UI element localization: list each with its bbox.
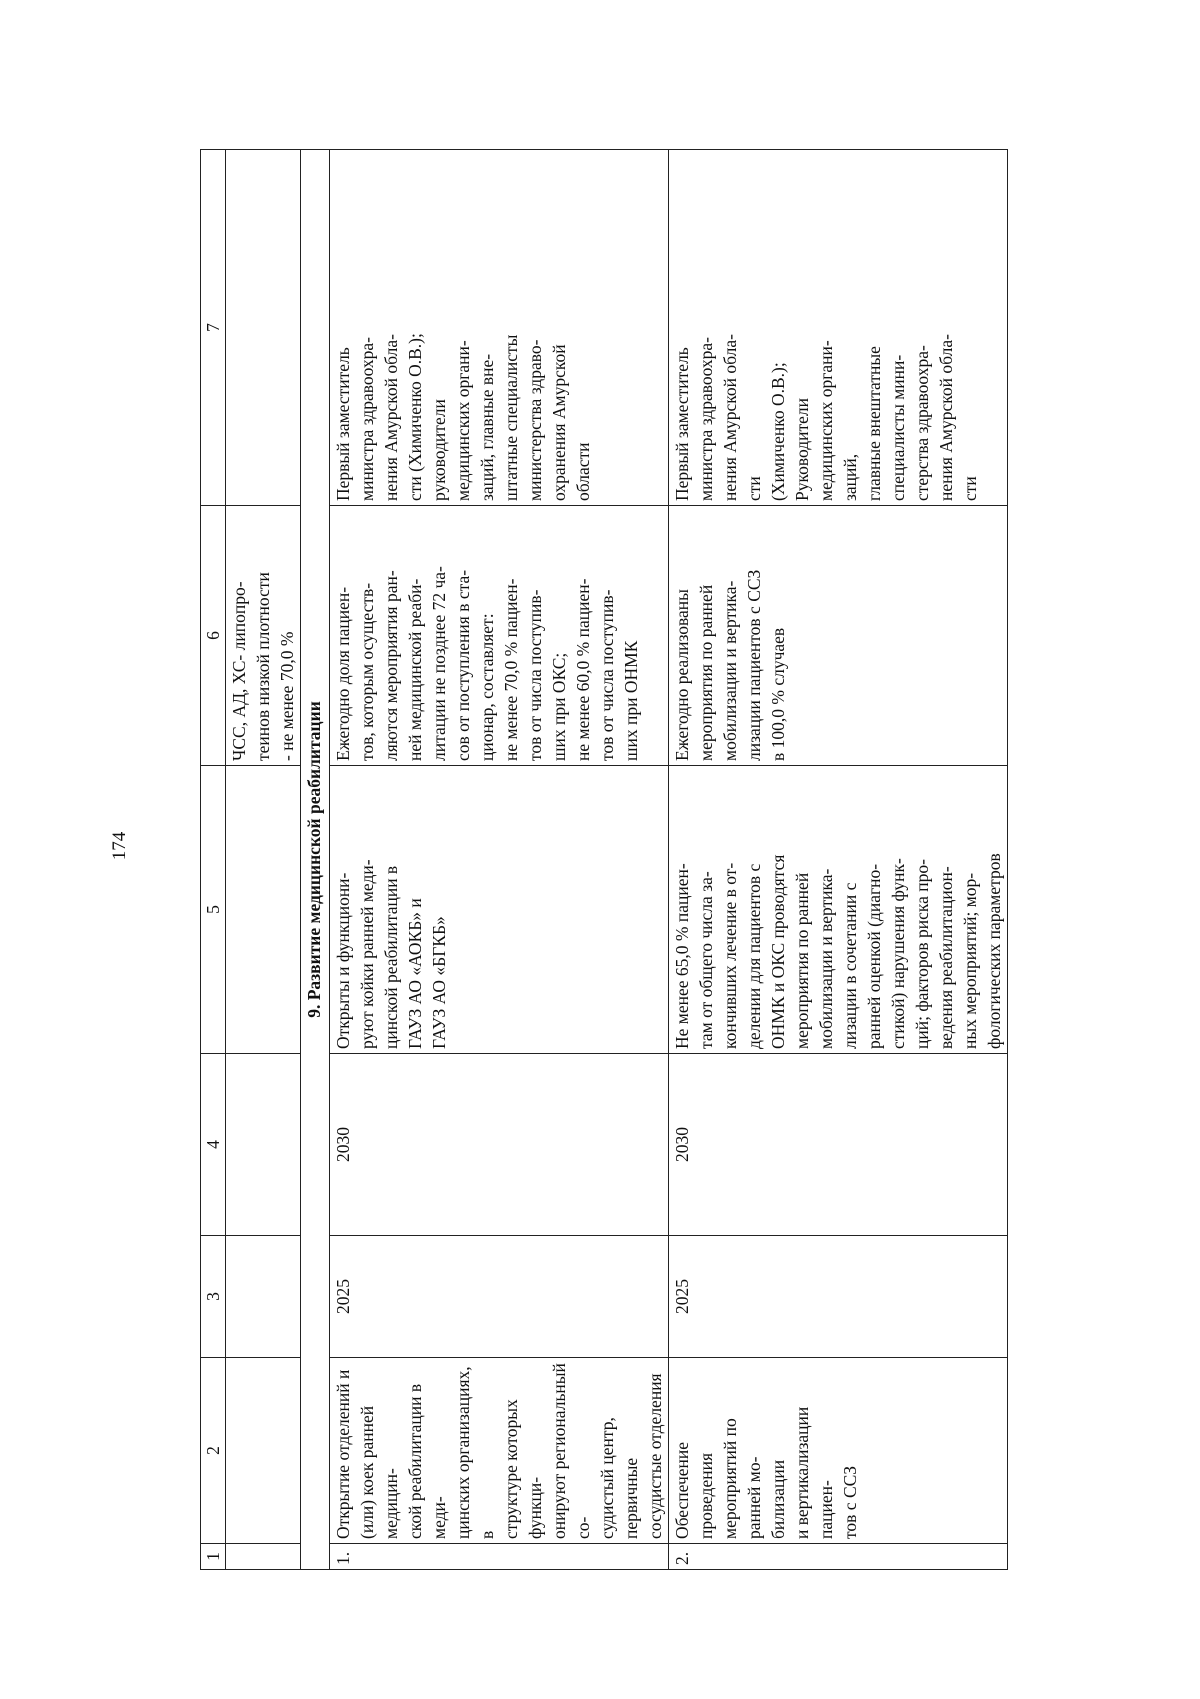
indicator-cell: Ежегодно реализованы мероприятия по ранней мобилизации и вертика- лизации пациентов с ССЗ в 100,0 % случаев [669, 506, 1008, 766]
table-cell [226, 150, 301, 506]
event-cell: Открытие отделений и (или) коек ранней медицин- ской реабилитации в меди- цинских организациях, в структуре которых функци- онируют региональный со- судистый центр, первичные сосудистые отделения [330, 1358, 669, 1544]
end-year-cell: 2030 [330, 1054, 669, 1236]
header-cell: 3 [201, 1236, 226, 1358]
table-row [669, 150, 1008, 1570]
responsible-cell: Первый заместитель министра здравоохра- нения Амурской обла- сти (Химиченко О.В.); Руководители медицинских органи- заций, главные внештатные специалисты мини- стерства здравоохра- нения Амурской обла- сти [669, 150, 1008, 506]
result-cell: Не менее 65,0 % пациен- там от общего числа за- кончивших лечение в от- делении для пациентов с ОНМК и ОКС проводятся мероприятия по ранней мобилизации и вертика- лизации в сочетании с ранней оценкой (диагно- стикой) нарушения функ- ций; факторов риска про- ведения реабилитацион- ных мероприятий; мор- фологических параметров [669, 766, 1008, 1054]
continuation-indicator: ЧСС, АД, ХС- липопро- теинов низкой плотности - не менее 70,0 % [226, 506, 301, 766]
row-number: 2. [669, 1544, 1008, 1570]
table-cell [226, 1358, 301, 1544]
header-cell: 7 [201, 150, 226, 506]
result-cell: Открыты и функциони- руют койки ранней меди- цинской реабилитации в ГАУЗ АО «АОКБ» и ГАУЗ АО «БГКБ» [330, 766, 669, 1054]
start-year-cell: 2025 [669, 1236, 1008, 1358]
start-year-cell: 2025 [330, 1236, 669, 1358]
header-cell: 2 [201, 1358, 226, 1544]
table-cell [226, 1054, 301, 1236]
header-cell: 6 [201, 506, 226, 766]
plan-table [200, 149, 1008, 1570]
header-row [201, 150, 226, 1570]
section-row [301, 150, 330, 1570]
section-title: 9. Развитие медицинской реабилитации [301, 150, 330, 1570]
table-cell [226, 766, 301, 1054]
header-cell: 5 [201, 766, 226, 1054]
row-number: 1. [330, 1544, 669, 1570]
continuation-row [226, 150, 301, 1570]
table-row [330, 150, 669, 1570]
table-cell [226, 1544, 301, 1570]
end-year-cell: 2030 [669, 1054, 1008, 1236]
indicator-cell: Ежегодно доля пациен- тов, которым осуществ- ляются мероприятия ран- ней медицинской реаби- литации не позднее 72 ча- сов от поступления в ста- ционар, составляет: не менее 70,0 % пациен- тов от числа поступив- ших при ОКС; не менее 60,0 % пациен- тов от числа поступив- ших при ОНМК [330, 506, 669, 766]
responsible-cell: Первый заместитель министра здравоохра- нения Амурской обла- сти (Химиченко О.В.); руководители медицинских органи- заций, главные вне- штатные специалисты министерства здраво- охранения Амурской области [330, 150, 669, 506]
header-cell: 1 [201, 1544, 226, 1570]
header-cell: 4 [201, 1054, 226, 1236]
rotated-table-container [200, 150, 1080, 1570]
table-cell [226, 1236, 301, 1358]
event-cell: Обеспечение проведения мероприятий по ранней мо- билизации и вертикализации пациен- тов с ССЗ [669, 1358, 1008, 1544]
page-number: 174 [109, 831, 130, 861]
